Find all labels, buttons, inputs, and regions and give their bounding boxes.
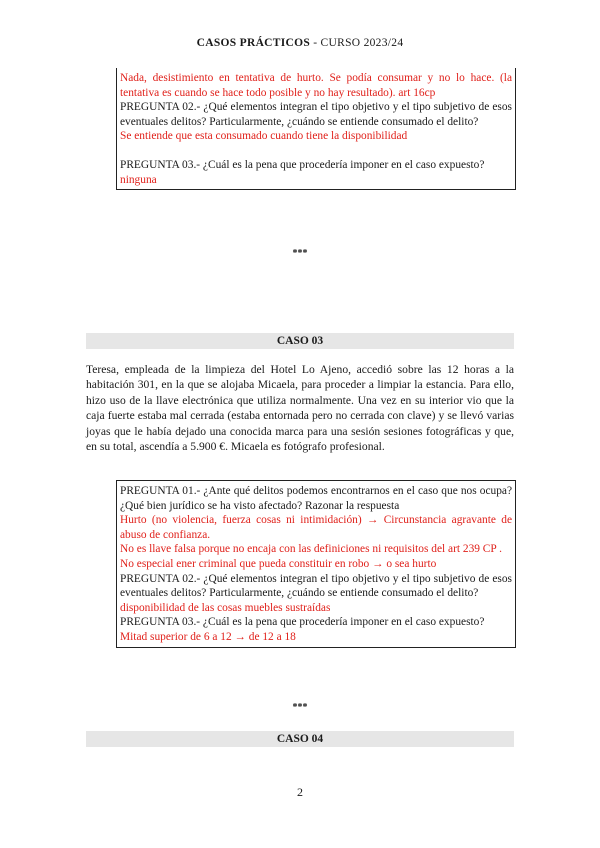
separator-stars: *** — [292, 248, 308, 259]
answer-01c: No especial ener criminal que pueda constituir en robo → o sea hurto — [120, 557, 437, 570]
answer-03: Mitad superior de 6 a 12 → de 12 a 18 — [120, 630, 296, 643]
question-02: PREGUNTA 02.- ¿Qué elementos integran el tipo objetivo y el tipo subjetivo de esos eventuales delitos? Particularmente, ¿cuándo se entiende consumado el delito? — [120, 572, 512, 600]
separator-stars: *** — [292, 702, 308, 713]
spacer — [120, 144, 512, 158]
question-03: PREGUNTA 03.- ¿Cuál es la pena que procedería imponer en el caso expuesto? — [120, 158, 485, 171]
document-header — [0, 37, 600, 49]
question-box-case-02 — [116, 68, 516, 190]
answer-01: Nada, desistimiento en tentativa de hurto. Se podía consumar y no lo hace. (la tentativa es cuando se hace todo posible y no hay resultado). art 16cp — [120, 72, 512, 99]
question-01: PREGUNTA 01.- ¿Ante qué delitos podemos encontrarnos en el caso que nos ocupa? ¿Qué bien jurídico se ha visto afectado? Razonar la respuesta — [120, 485, 512, 512]
question-box-case-03 — [116, 480, 516, 648]
answer-01a: Hurto (no violencia, fuerza cosas ni intimidación) → Circunstancia agravante de abuso de confianza. — [120, 514, 512, 541]
answer-02: disponibilidad de las cosas muebles sustraídas — [120, 601, 331, 614]
answer-02: Se entiende que esta consumado cuando tiene la disponibilidad — [120, 130, 408, 143]
question-02: PREGUNTA 02.- ¿Qué elementos integran el tipo objetivo y el tipo subjetivo de esos eventuales delitos? Particularmente, ¿cuándo se entiende consumado el delito? — [120, 101, 512, 128]
header-title-rest: - CURSO 2023/24 — [310, 37, 404, 49]
case-03-heading: CASO 03 — [86, 333, 514, 349]
answer-03: ninguna — [120, 173, 157, 186]
case-03-narrative: Teresa, empleada de la limpieza del Hotel Lo Ajeno, accedió sobre las 12 horas a la habitación 301, en la que se alojaba Micaela, para proceder a limpiar la estancia. Para ello, hizo uso de la llave electrónica que utiliza normalmente. Una vez en su interior vio que la caja fuerte estaba mal cerrada (estaba entornada pero no cerrada con clave) y se llevó varias joyas que le había dejado una conocida marca para una sesión sesiones fotográficas y que, en su total, ascendía a 5.900 €. Micaela es fotógrafo profesional. — [86, 363, 514, 454]
page-number: 2 — [297, 785, 303, 799]
answer-01b: No es llave falsa porque no encaja con las definiciones ni requisitos del art 239 CP . — [120, 543, 503, 556]
question-03: PREGUNTA 03.- ¿Cuál es la pena que procedería imponer en el caso expuesto? — [120, 616, 485, 629]
case-04-heading: CASO 04 — [86, 731, 514, 747]
header-title-bold: CASOS PRÁCTICOS — [196, 37, 311, 49]
